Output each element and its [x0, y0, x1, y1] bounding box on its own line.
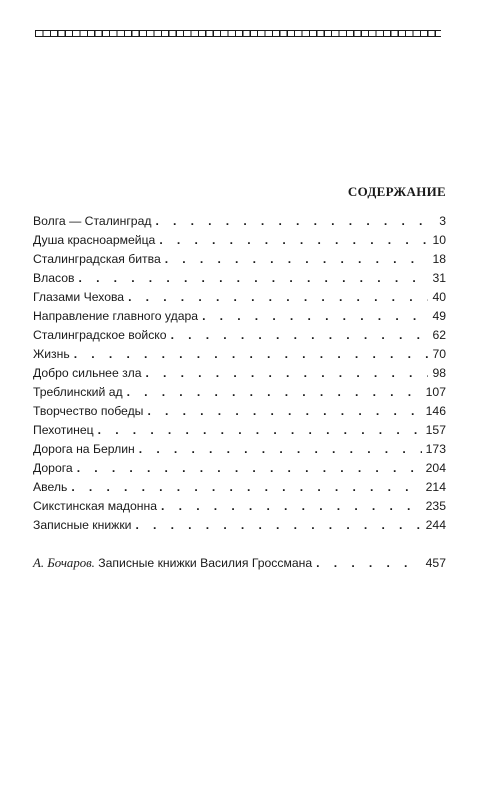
toc-entry-page: 18: [432, 252, 446, 266]
toc-entry-title: Сталинградская битва: [33, 252, 161, 266]
toc-entry-page: 204: [425, 461, 446, 475]
toc-entry-title: Власов: [33, 271, 75, 285]
toc-entry-page: 173: [425, 442, 446, 456]
toc-entry-title: Сталинградское войско: [33, 328, 167, 342]
toc-entry-page: 40: [432, 290, 446, 304]
toc-entry-title: Дорога: [33, 461, 73, 475]
toc-entry-title: Душа красноармейца: [33, 233, 156, 247]
toc-entry-page: 62: [432, 328, 446, 342]
toc-entry[interactable]: [33, 421, 446, 440]
toc-entry[interactable]: [33, 231, 446, 250]
toc-entry[interactable]: [33, 212, 446, 231]
toc-afterword-entry[interactable]: [33, 554, 446, 573]
toc-entry-title: Творчество победы: [33, 404, 144, 418]
toc-entry-title: Пехотинец: [33, 423, 94, 437]
toc-entry-page: 146: [425, 404, 446, 418]
toc-entry[interactable]: [33, 402, 446, 421]
toc-entry[interactable]: [33, 288, 446, 307]
toc-entry-title: Волга — Сталинград: [33, 214, 152, 228]
dot-leader: [316, 554, 421, 573]
dot-leader: [74, 345, 429, 364]
toc-entry-title: Авель: [33, 480, 68, 494]
toc-entry-title: Записные книжки: [33, 518, 132, 532]
toc-entry-title: Жизнь: [33, 347, 70, 361]
dot-leader: [202, 307, 428, 326]
toc-afterword-page: 457: [425, 556, 446, 570]
toc-entry-page: 244: [425, 518, 446, 532]
toc-entry-title: Добро сильнее зла: [33, 366, 142, 380]
toc-entry-page: 31: [432, 271, 446, 285]
toc-entry-title: Дорога на Берлин: [33, 442, 135, 456]
toc-entry-page: 10: [432, 233, 446, 247]
toc-entry[interactable]: [33, 516, 446, 535]
dot-leader: [165, 250, 429, 269]
toc-entry-page: 157: [425, 423, 446, 437]
dot-leader: [139, 440, 422, 459]
page-title: СОДЕРЖАНИЕ: [347, 184, 446, 199]
toc-entry[interactable]: [33, 307, 446, 326]
toc-afterword-title: [33, 554, 316, 573]
dot-leader: [79, 269, 429, 288]
toc-entry-title: Глазами Чехова: [33, 290, 125, 304]
toc-entry-title: Направление главного удара: [33, 309, 199, 323]
toc-entry[interactable]: [33, 440, 446, 459]
dot-leader: [171, 326, 429, 345]
toc-entry[interactable]: [33, 269, 446, 288]
dot-leader: [159, 231, 428, 250]
dot-leader: [135, 516, 421, 535]
dot-leader: [145, 364, 428, 383]
afterword-author: А. Бочаров.: [33, 556, 95, 570]
decorative-ornament-border: [35, 30, 441, 37]
toc-entry-page: 98: [432, 366, 446, 380]
toc-entry[interactable]: [33, 497, 446, 516]
dot-leader: [147, 402, 421, 421]
afterword-work-title: Записные книжки Василия Гроссмана: [98, 556, 313, 570]
toc-entry-page: 49: [432, 309, 446, 323]
dot-leader: [128, 288, 428, 307]
toc-entry-title: Сикстинская мадонна: [33, 499, 158, 513]
toc-entry[interactable]: [33, 326, 446, 345]
toc-entry-page: 70: [432, 347, 446, 361]
toc-entry[interactable]: [33, 345, 446, 364]
toc-entry[interactable]: [33, 364, 446, 383]
dot-leader: [127, 383, 422, 402]
dot-leader: [71, 478, 421, 497]
toc-entry-title: Треблинский ад: [33, 385, 123, 399]
dot-leader: [98, 421, 422, 440]
toc-entry[interactable]: [33, 478, 446, 497]
dot-leader: [77, 459, 422, 478]
dot-leader: [161, 497, 422, 516]
toc-entry-page: 235: [425, 499, 446, 513]
toc-entry-page: 3: [439, 214, 446, 228]
toc-entry[interactable]: [33, 250, 446, 269]
toc-entry-page: 107: [425, 385, 446, 399]
toc-entry[interactable]: [33, 459, 446, 478]
toc-entry-page: 214: [425, 480, 446, 494]
dot-leader: [155, 212, 435, 231]
table-of-contents: [33, 212, 446, 535]
toc-entry[interactable]: [33, 383, 446, 402]
